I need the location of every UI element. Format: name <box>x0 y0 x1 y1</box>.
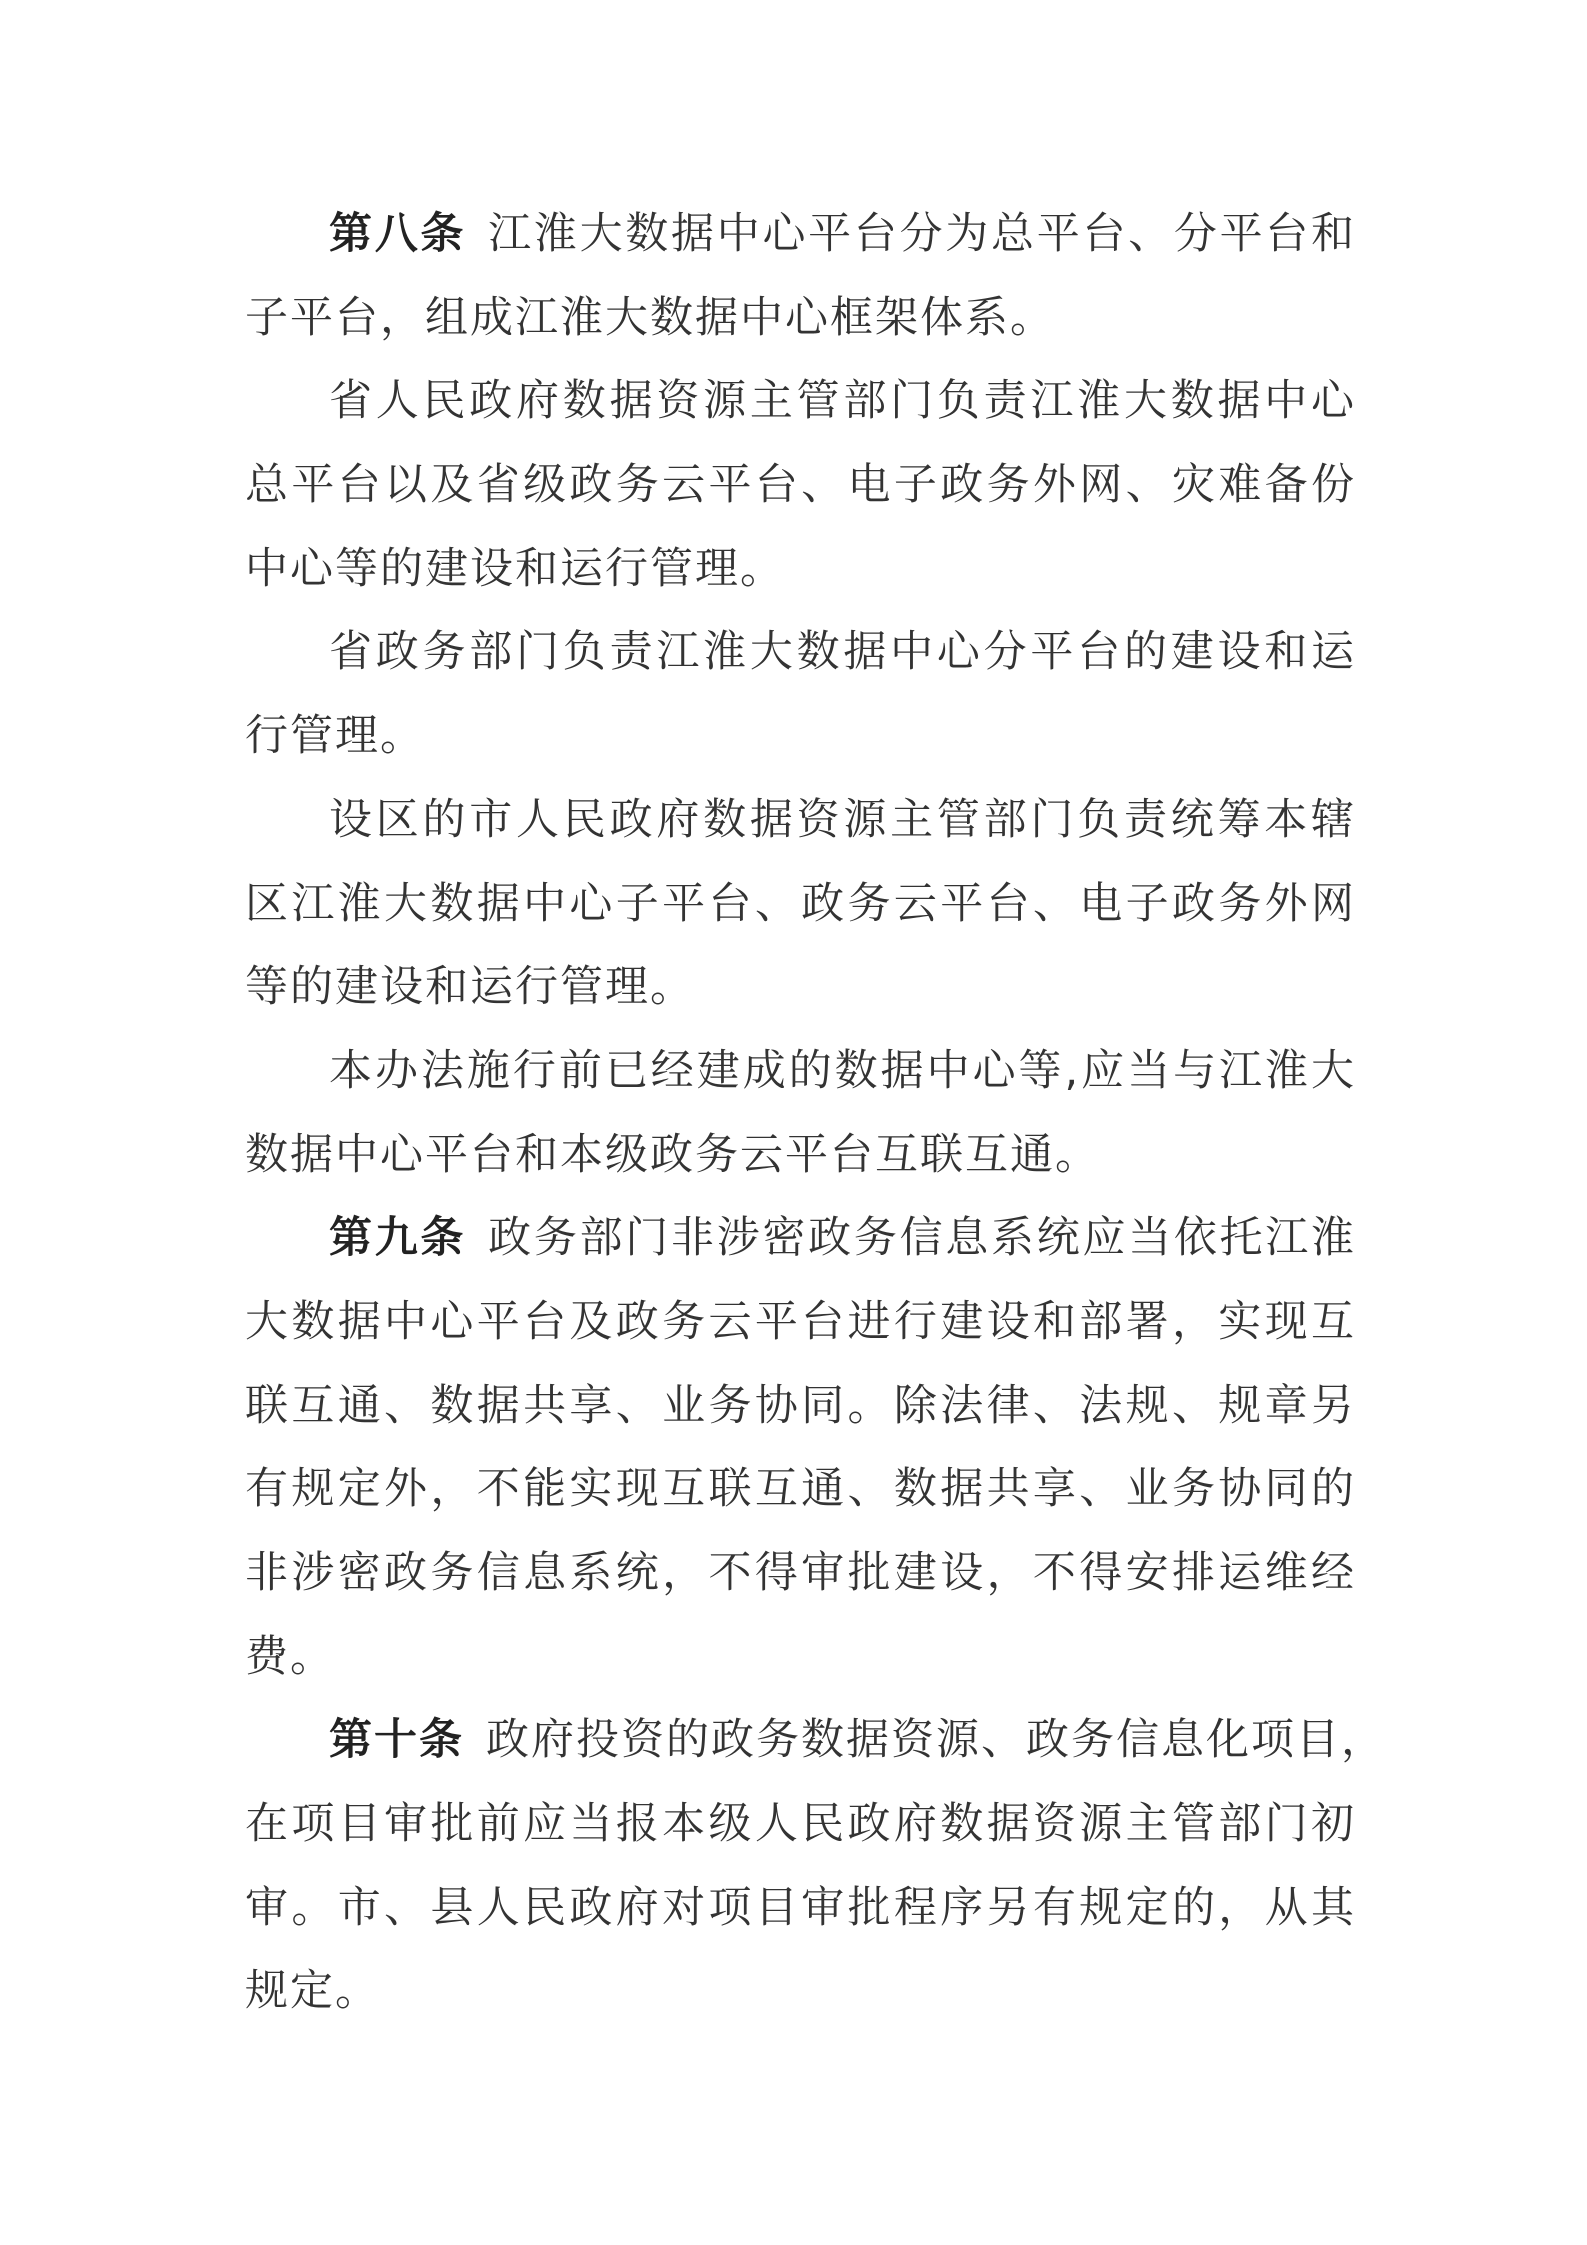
article-10 <box>245 1699 1386 2034</box>
text-line: 总平台以及省级政务云平台、电子政务外网、灾难备份 <box>245 460 1356 511</box>
article-heading: 第九条 <box>329 1213 467 1264</box>
text-line: 规定。 <box>245 1966 380 2017</box>
text-line: 联互通、数据共享、业务协同。除法律、法规、规章另 <box>245 1380 1356 1431</box>
text-line: 有规定外，不能实现互联互通、数据共享、业务协同的 <box>245 1464 1356 1515</box>
line-text: 政务部门非涉密政务信息系统应当依托江淮 <box>488 1213 1357 1264</box>
document-page <box>245 193 1386 2034</box>
article-8 <box>245 193 1356 1197</box>
text-line: 等的建设和运行管理。 <box>245 962 695 1013</box>
line-text: 政府投资的政务数据资源、政务信息化项目， <box>486 1715 1386 1766</box>
text-line: 非涉密政务信息系统，不得审批建设，不得安排运维经 <box>245 1548 1356 1598</box>
text-line: 设区的市人民政府数据资源主管部门负责统筹本辖 <box>329 794 1356 845</box>
text-line: 省人民政府数据资源主管部门负责江淮大数据中心 <box>329 376 1356 427</box>
text-line: 在项目审批前应当报本级人民政府数据资源主管部门初 <box>245 1799 1356 1850</box>
article-9 <box>245 1197 1356 1699</box>
article-heading: 第八条 <box>329 209 467 259</box>
text-line: 大数据中心平台及政务云平台进行建设和部署，实现互 <box>245 1296 1356 1347</box>
text-line: 中心等的建设和运行管理。 <box>245 543 785 594</box>
line-text: 江淮大数据中心平台分为总平台、分平台和 <box>488 209 1357 259</box>
text-line: 数据中心平台和本级政务云平台互联互通。 <box>245 1129 1100 1180</box>
text-line: 区江淮大数据中心子平台、政务云平台、电子政务外网 <box>245 878 1356 929</box>
text-line: 子平台，组成江淮大数据中心框架体系。 <box>245 292 1055 343</box>
text-line: 费。 <box>245 1631 335 1682</box>
text-line <box>245 1699 1386 1783</box>
text-line: 行管理。 <box>245 711 425 762</box>
text-line <box>245 1197 1356 1281</box>
text-line: 省政务部门负责江淮大数据中心分平台的建设和运 <box>329 627 1356 678</box>
text-line: 本办法施行前已经建成的数据中心等,应当与江淮大 <box>329 1045 1356 1096</box>
text-line: 审。市、县人民政府对项目审批程序另有规定的，从其 <box>245 1882 1356 1933</box>
text-line <box>245 193 1356 277</box>
article-heading: 第十条 <box>329 1715 464 1766</box>
